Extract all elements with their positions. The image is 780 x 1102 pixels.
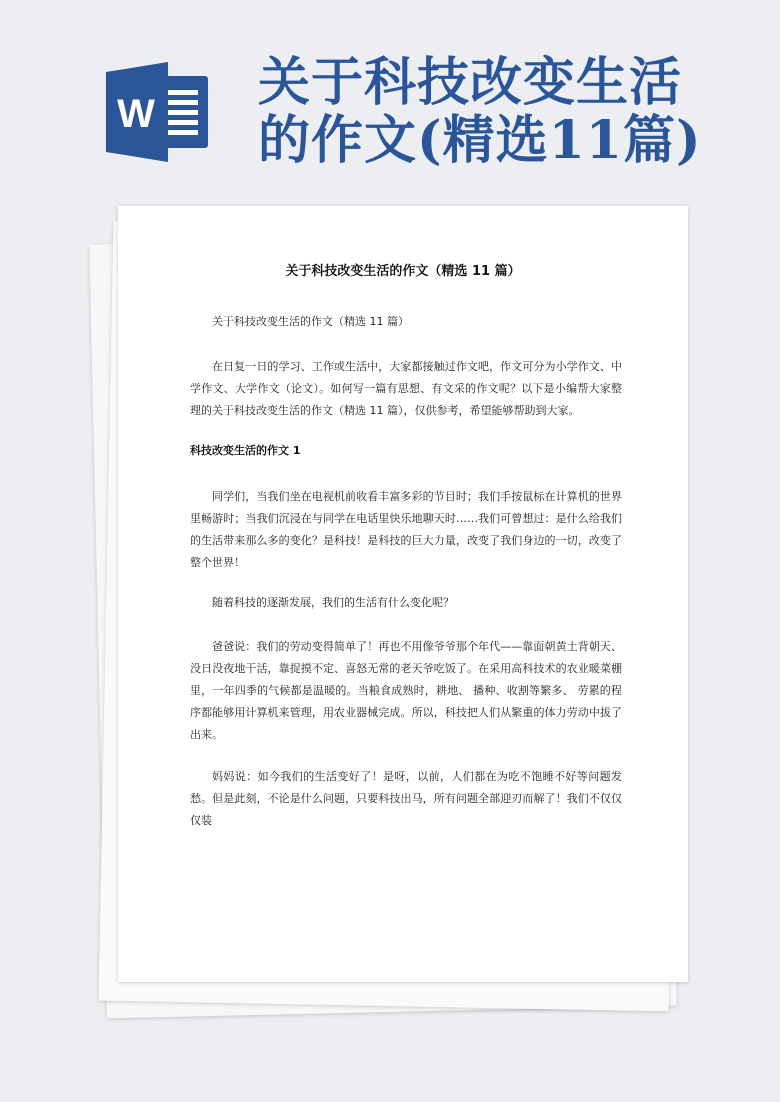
document-title: 关于科技改变生活的作文（精选 11 篇） xyxy=(285,264,521,279)
paragraph-2: 随着科技的逐渐发展，我们的生活有什么变化呢？ xyxy=(212,596,454,609)
paragraph-4: 妈妈说：如今我们的生活变好了！是呀，以前，人们都在为吃不饱睡不好等问题发愁。但是此刻，不论是什么问题，只要科技出马，所有问题全部迎刃而解了！我们不仅仅仅装 xyxy=(190,770,622,827)
paragraph-intro: 在日复一日的学习、工作或生活中，大家都接触过作文吧，作文可分为小学作文、中学作文、大学作文（论文）。如何写一篇有思想、有文采的作文呢？以下是小编帮大家整理的关于科技改变生活的作文（精选 11 篇），仅供参考，希望能够帮助到大家。 xyxy=(190,360,622,417)
paragraph-intro-title: 关于科技改变生活的作文（精选 11 篇） xyxy=(212,315,409,328)
paragraph-1: 同学们，当我们坐在电视机前收看丰富多彩的节目时；我们手按鼠标在计算机的世界里畅游时；当我们沉浸在与同学在电话里快乐地聊天时……我们可曾想过：是什么给我们的生活带来那么多的变化？是科技！是科技的巨大力量，改变了我们身边的一切，改变了整个世界！ xyxy=(190,490,622,569)
section-heading-1: 科技改变生活的作文 1 xyxy=(190,444,301,457)
header xyxy=(0,0,780,200)
document-page xyxy=(118,206,688,982)
word-logo-icon xyxy=(106,62,210,162)
paragraph-3: 爸爸说：我们的劳动变得简单了！再也不用像爷爷那个年代——靠面朝黄土背朝天、没日没夜地干活，靠捉摸不定、喜怒无常的老天爷吃饭了。在采用高科技术的农业暖菜棚里，一年四季的气候都是温暖的。当粮食成熟时，耕地、 播种、收割等繁多、 劳累的程序都能够用计算机来管理，用农业器械完成。所以，科技把人们从繁重的体力劳动中拔了出来。 xyxy=(190,640,622,741)
page-title-line-1: 关于科技改变生活 xyxy=(258,52,683,113)
word-logo-letter: W xyxy=(117,92,155,136)
page-title-line-2: 的作文(精选11篇) xyxy=(258,110,702,171)
page-title xyxy=(258,54,758,170)
